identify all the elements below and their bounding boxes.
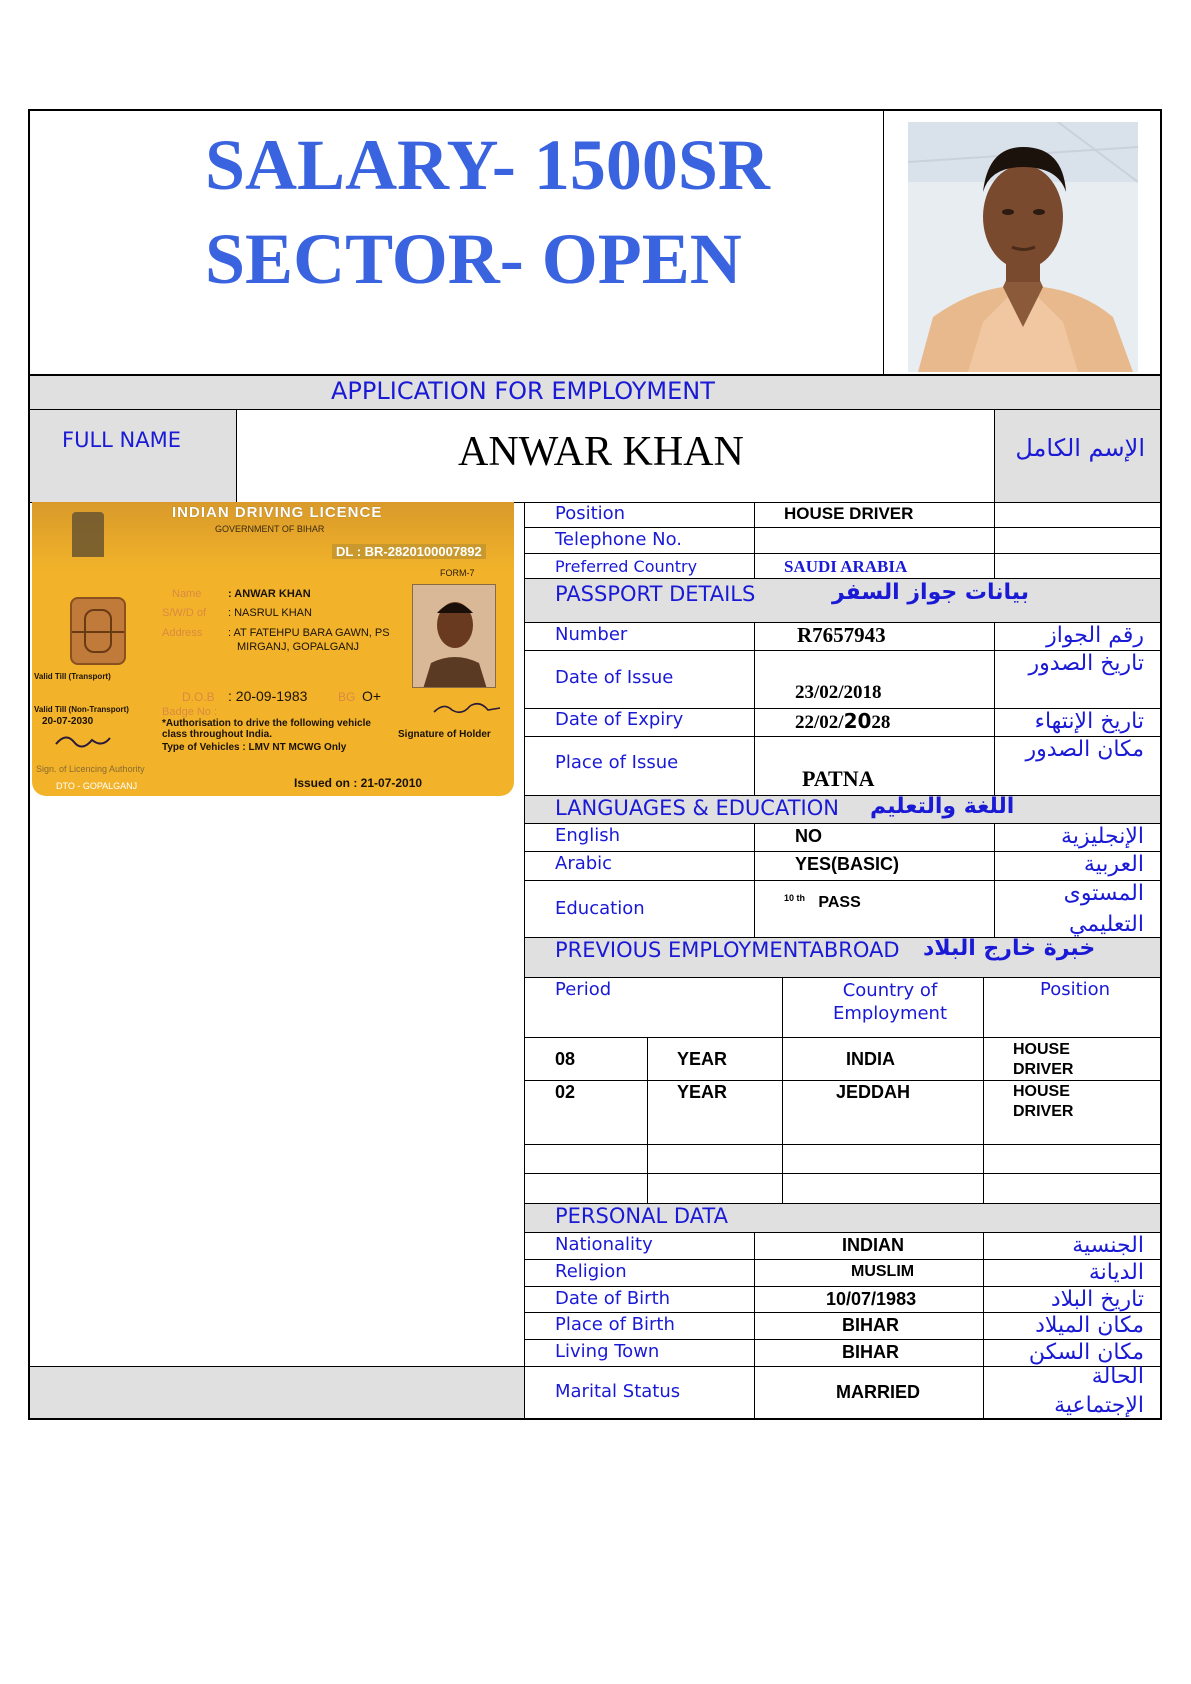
licence-name-label: Name xyxy=(172,588,202,600)
english-label: English xyxy=(555,825,620,846)
licence-signature-holder: Signature of Holder xyxy=(398,729,491,740)
living-town-label-ar: مكان السكن xyxy=(1028,1340,1144,1365)
nationality-label-ar: الجنسية xyxy=(1072,1233,1144,1258)
licence-valid-date: 20-07-2030 xyxy=(42,716,94,727)
employment-row-2-years: 02 xyxy=(555,1082,576,1102)
licence-authorisation-2: class throughout India. xyxy=(162,729,273,740)
preferred-country-label: Preferred Country xyxy=(555,557,698,576)
place-of-issue-value: PATNA xyxy=(802,766,875,791)
living-town-value: BIHAR xyxy=(842,1342,899,1362)
living-town-label: Living Town xyxy=(555,1341,660,1362)
place-of-birth-value: BIHAR xyxy=(842,1315,899,1335)
employment-section-title-ar: خبرة خارج البلاد xyxy=(923,936,1096,961)
full-name-label: FULL NAME xyxy=(62,428,181,452)
licence-title: INDIAN DRIVING LICENCE xyxy=(172,504,383,521)
licence-vehicle-types: Type of Vehicles : LMV NT MCWG Only xyxy=(162,742,347,753)
date-of-expiry-value xyxy=(795,709,890,734)
full-name-value: ANWAR KHAN xyxy=(458,429,744,475)
period-header: Period xyxy=(555,979,612,1000)
arabic-label: Arabic xyxy=(555,853,613,874)
licence-dto: DTO - GOPALGANJ xyxy=(56,781,138,791)
licence-number: DL : BR-2820100007892 xyxy=(332,544,486,559)
english-label-ar: الإنجليزية xyxy=(1061,824,1144,849)
languages-section-title-ar: اللغة والتعليم xyxy=(870,794,1015,819)
licence-name: : ANWAR KHAN xyxy=(228,588,311,600)
licence-authority-signature xyxy=(52,730,112,752)
licence-holder-signature xyxy=(432,700,502,718)
licence-bg-label: BG xyxy=(338,690,356,704)
date-of-birth-label-ar: تاريخ البلاد xyxy=(1050,1287,1144,1312)
arabic-value: YES(BASIC) xyxy=(795,854,900,874)
licence-address1: : AT FATEHPU BARA GAWN, PS xyxy=(228,627,390,639)
licence-badge-label: Badge No : xyxy=(162,706,218,718)
sector-heading: SECTOR- OPEN xyxy=(205,219,742,299)
licence-government: GOVERNMENT OF BIHAR xyxy=(215,524,325,534)
passport-section-title: PASSPORT DETAILS xyxy=(555,582,756,606)
employment-row-2-unit: YEAR xyxy=(677,1082,728,1102)
employment-row-1-years: 08 xyxy=(555,1049,576,1069)
education-label: Education xyxy=(555,898,645,919)
date-of-expiry-part-b: 20 xyxy=(843,709,872,733)
licence-dob: : 20-09-1983 xyxy=(228,688,308,704)
passport-section-title-ar: بيانات جواز السفر xyxy=(832,580,1030,605)
date-of-expiry-label-ar: تاريخ الإنتهاء xyxy=(1034,709,1144,734)
licence-bg: O+ xyxy=(362,688,382,704)
passport-number-value: R7657943 xyxy=(797,623,886,647)
personal-section-title: PERSONAL DATA xyxy=(555,1204,728,1228)
arabic-label-ar: العربية xyxy=(1083,852,1144,877)
education-result: PASS xyxy=(818,894,861,911)
licence-authority-label: Sign. of Licencing Authority xyxy=(36,764,145,774)
education-label-ar: المستوى التعليمي xyxy=(1063,881,1144,937)
languages-section-title: LANGUAGES & EDUCATION xyxy=(555,796,839,820)
employment-row-1-unit: YEAR xyxy=(677,1049,728,1069)
preferred-country-value: SAUDI ARABIA xyxy=(784,557,908,576)
employment-row-2-country: JEDDAH xyxy=(836,1082,911,1102)
licence-holder-photo xyxy=(412,584,496,688)
date-of-expiry-part-a: 22/02/ xyxy=(795,712,844,733)
form-title: APPLICATION FOR EMPLOYMENT xyxy=(331,377,715,405)
position-label: Position xyxy=(555,503,626,524)
place-of-issue-label-ar: مكان الصدور xyxy=(1025,737,1144,762)
salary-heading: SALARY- 1500SR xyxy=(205,125,770,205)
place-of-issue-label: Place of Issue xyxy=(555,752,679,773)
licence-swd: : NASRUL KHAN xyxy=(228,607,312,619)
licence-valid-transport: Valid Till (Transport) xyxy=(34,672,111,681)
place-of-birth-label-ar: مكان الميلاد xyxy=(1035,1313,1144,1338)
employment-row-2-position: HOUSE DRIVER xyxy=(1013,1083,1074,1120)
employment-row-1-country: INDIA xyxy=(846,1049,895,1069)
religion-label-ar: الديانة xyxy=(1088,1260,1144,1285)
marital-status-label-ar: الحالة الإجتماعية xyxy=(1054,1364,1144,1418)
education-grade: 10 th xyxy=(784,893,806,903)
education-value xyxy=(784,893,861,912)
date-of-issue-label-ar: تاريخ الصدور xyxy=(1028,651,1144,676)
date-of-birth-value: 10/07/1983 xyxy=(826,1289,917,1309)
licence-address-label: Address xyxy=(162,627,203,639)
licence-valid-non-transport: Valid Till (Non-Transport) xyxy=(34,705,129,714)
driving-licence-card xyxy=(32,502,514,796)
full-name-label-ar: الإسم الكامل xyxy=(1015,434,1145,462)
date-of-expiry-label: Date of Expiry xyxy=(555,709,684,730)
date-of-issue-label: Date of Issue xyxy=(555,667,674,688)
licence-chip xyxy=(70,597,126,665)
religion-label: Religion xyxy=(555,1261,627,1282)
marital-status-label: Marital Status xyxy=(555,1381,681,1402)
position-value: HOUSE DRIVER xyxy=(784,504,914,523)
marital-status-value: MARRIED xyxy=(836,1382,920,1402)
nationality-label: Nationality xyxy=(555,1234,653,1255)
position-header: Position xyxy=(1040,979,1111,1000)
passport-number-label: Number xyxy=(555,624,628,645)
licence-issued: Issued on : 21-07-2010 xyxy=(294,776,423,790)
english-value: NO xyxy=(795,826,822,846)
employment-section-title: PREVIOUS EMPLOYMENTABROAD xyxy=(555,938,900,962)
religion-value: MUSLIM xyxy=(851,1263,915,1280)
telephone-label: Telephone No. xyxy=(555,529,683,550)
licence-swd-label: S/W/D of xyxy=(162,607,207,619)
employment-row-1-position: HOUSE DRIVER xyxy=(1013,1041,1074,1078)
applicant-photo xyxy=(908,122,1138,372)
passport-number-label-ar: رقم الجواز xyxy=(1046,623,1144,648)
licence-form: FORM-7 xyxy=(440,568,475,578)
place-of-birth-label: Place of Birth xyxy=(555,1314,675,1335)
date-of-issue-value: 23/02/2018 xyxy=(795,682,882,703)
nationality-value: INDIAN xyxy=(842,1235,904,1255)
licence-address2: MIRGANJ, GOPALGANJ xyxy=(237,641,360,653)
licence-dob-label: D.O.B xyxy=(182,690,215,704)
date-of-expiry-part-c: 28 xyxy=(871,712,891,733)
date-of-birth-label: Date of Birth xyxy=(555,1288,671,1309)
licence-authorisation-1: *Authorisation to drive the following vehicle xyxy=(162,718,371,729)
country-of-employment-header: Country of Employment xyxy=(832,980,948,1024)
